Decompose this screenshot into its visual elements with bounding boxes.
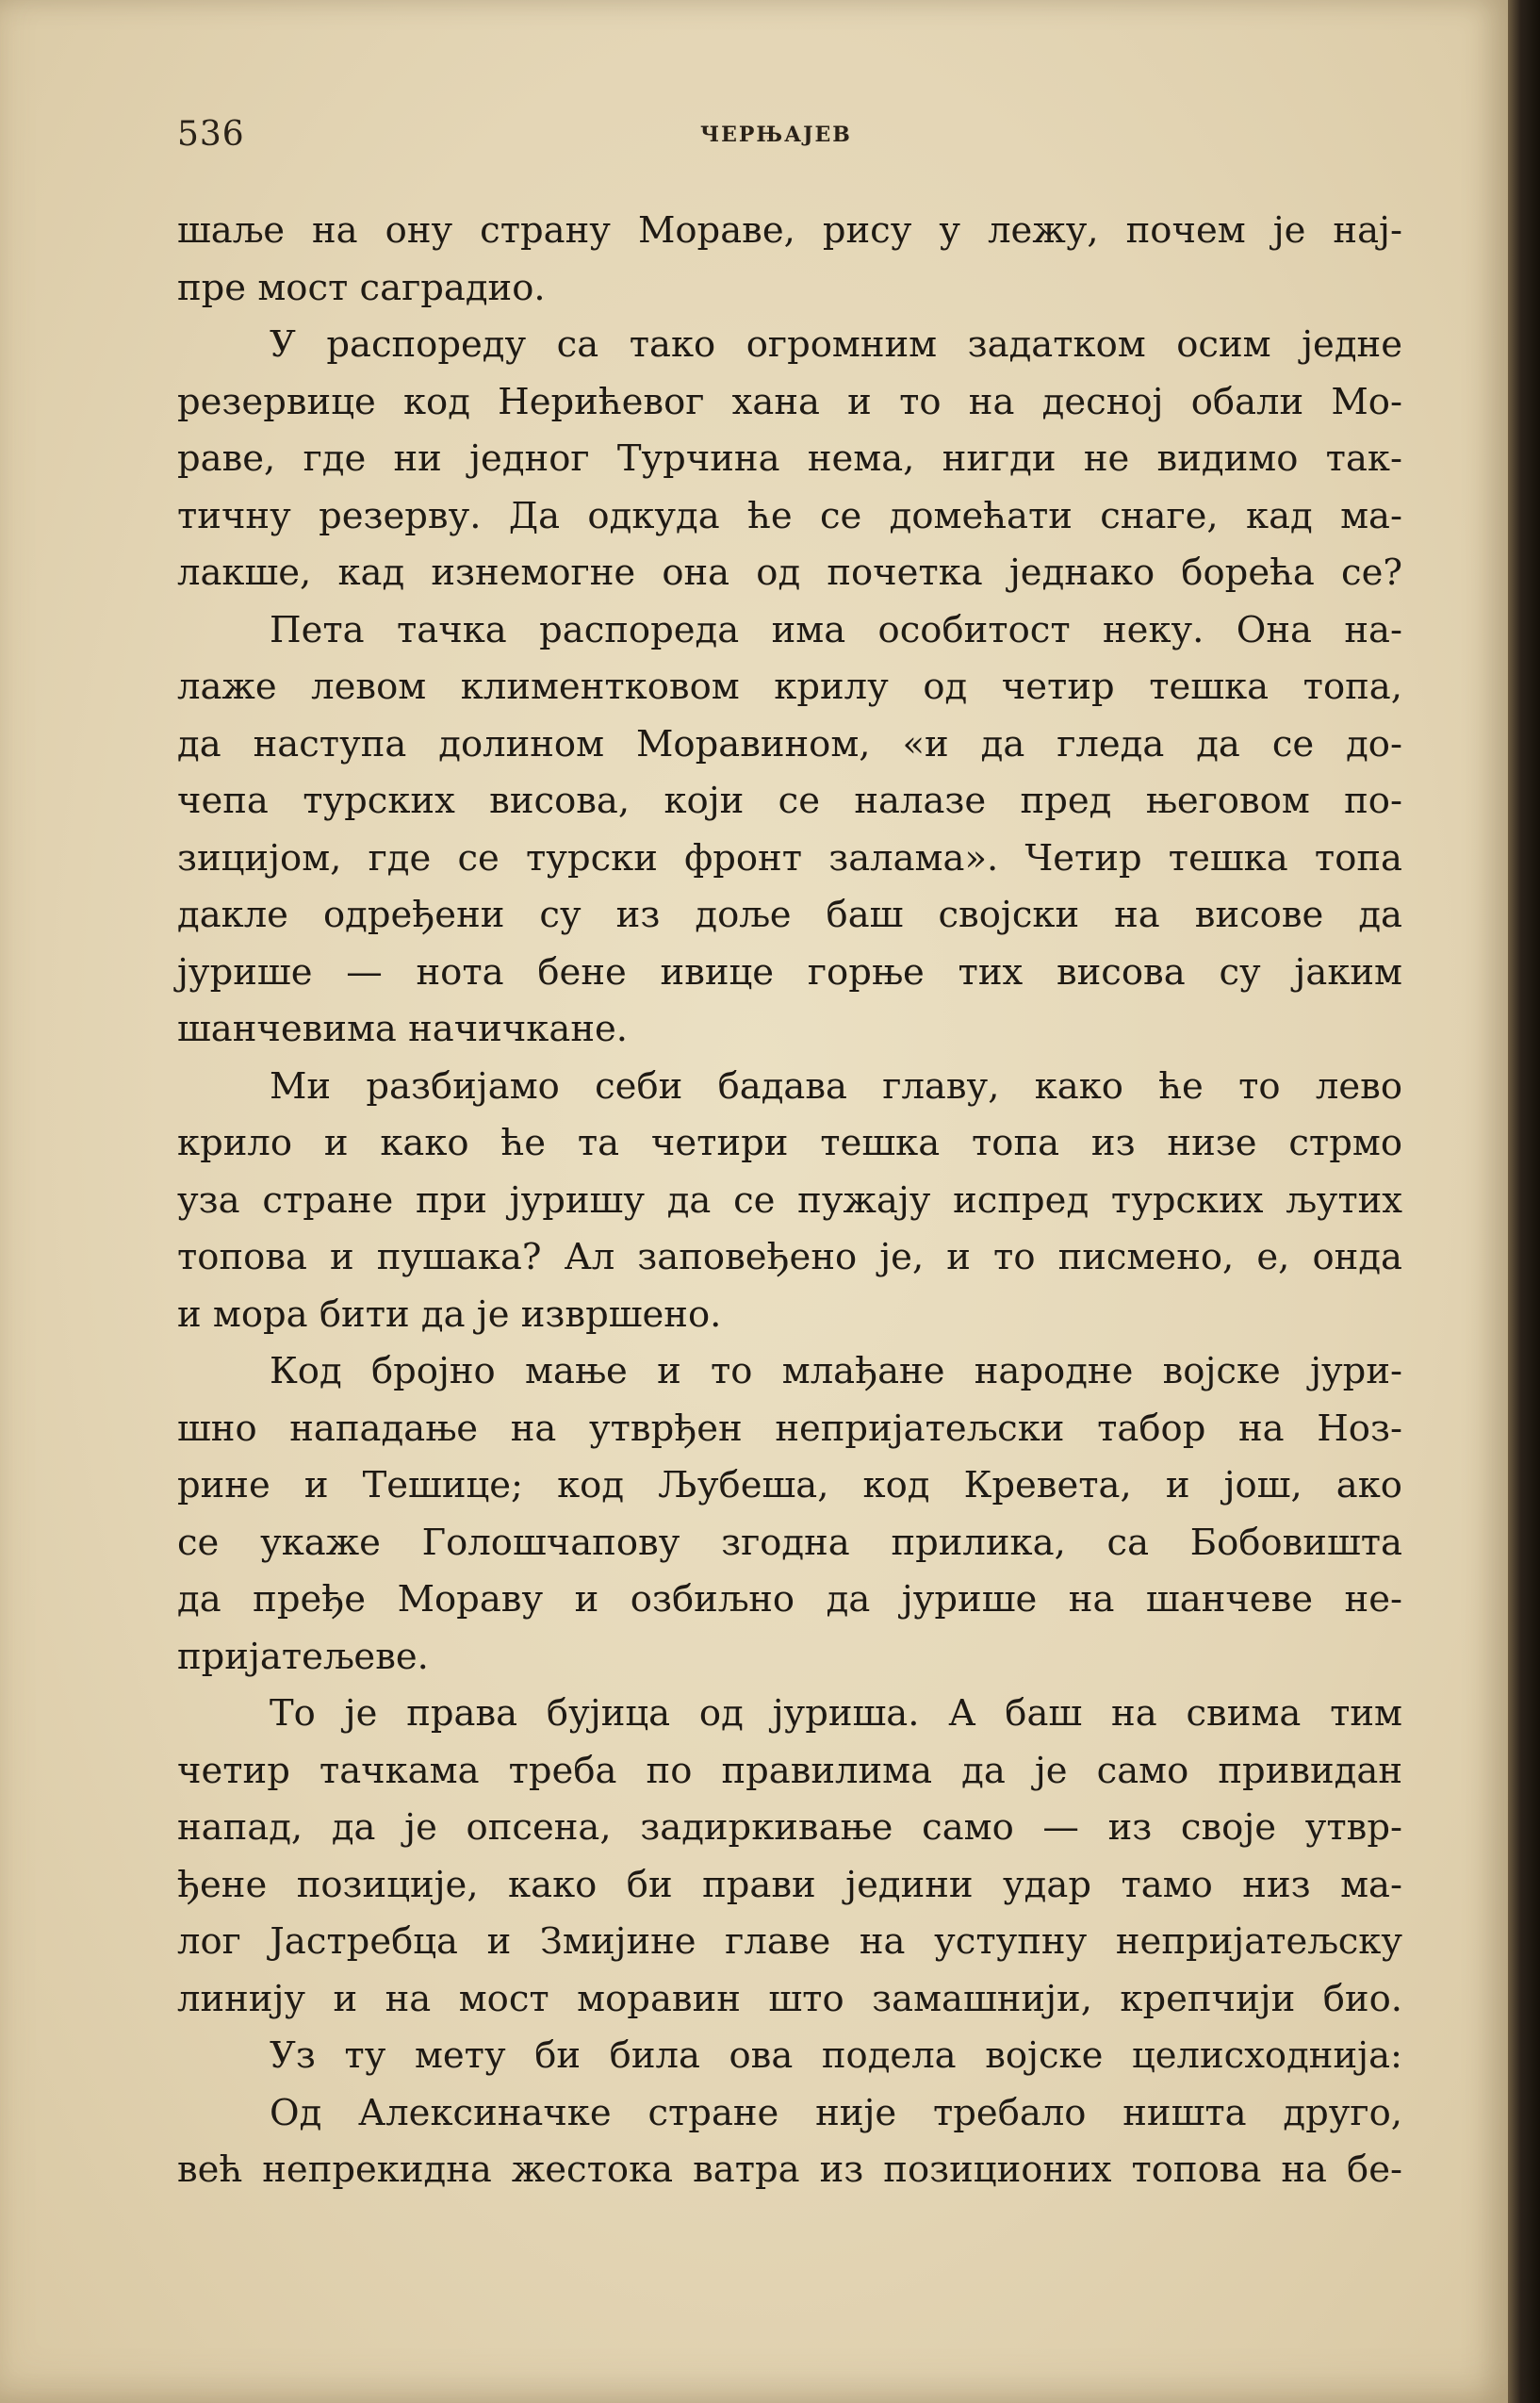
text-line: пре мост саградио. [177,266,546,309]
text-line: да пређе Мораву и озбиљно да јурише на шанчеве не- [177,1578,1402,1621]
text-line: раве, где ни једног Турчина нема, нигди не видимо так- [177,437,1402,480]
text-line: Код бројно мање и то млађане народне војске јури- [270,1350,1402,1392]
text-line: и мора бити да је извршено. [177,1292,722,1336]
text-line: шаље на ону страну Мораве, рису у лежу, почем је нај- [177,209,1402,252]
text-line: дакле одређени су из доље баш својски на висове да [177,894,1402,936]
text-line: резервице код Нерићевог хана и то на десној обали Мо- [177,380,1402,423]
text-line: лог Јастребца и Змијине главе на уступну непријатељску [177,1920,1402,1963]
text-line: тичну резерву. Да одкуда ће се домећати снаге, кад ма- [177,494,1402,537]
text-line: У распореду са тако огромним задатком осим једне [270,323,1402,366]
text-line: да наступа долином Моравином, «и да гледа да се до- [177,722,1402,765]
text-line: линију и на мост моравин што замашнији, крепчији био. [177,1977,1402,2020]
text-line: лакше, кад изнемогне она од почетка једнако борећа се? [177,551,1402,594]
text-line: шно нападање на утврђен непријатељски табор на Ноз- [177,1407,1402,1450]
page-edge [1508,0,1540,2403]
body-text [177,203,1402,2199]
text-line: Ми разбијамо себи бадава главу, како ће то лево [270,1064,1402,1108]
text-line: пријатељеве. [177,1635,429,1678]
text-line: Од Алексиначке стране није требало ништа друго, [270,2091,1402,2134]
text-line: Уз ту мету би била ова подела војске целисходнија: [270,2034,1402,2077]
text-line: зицијом, где се турски фронт залама». Четир тешка топа [177,836,1402,880]
text-line: се укаже Голошчапову згодна прилика, са Бобовишта [177,1521,1402,1564]
text-line: крило и како ће та четири тешка топа из низе стрмо [177,1122,1402,1164]
text-line: То је права бујица од јуриша. А баш на свима тим [270,1692,1402,1735]
text-line: четир тачкама треба по правилима да је само привидан [177,1749,1402,1792]
text-line: већ непрекидна жестока ватра из позиционих топова на бе- [177,2148,1402,2191]
text-line: лаже левом климентковом крилу од четир тешка топа, [177,666,1402,708]
text-line: Пета тачка распореда има особитост неку. Она на- [270,608,1402,651]
text-line: шанчевима начичкане. [177,1008,628,1050]
page-header [177,115,1402,162]
text-line: јурише — нота бене ивице горње тих висова су јаким [177,950,1402,994]
text-line: уза стране при јуришу да се пужају испред турских љутих [177,1178,1402,1222]
text-line: рине и Тешице; код Љубеша, код Кревета, и још, ако [177,1464,1402,1506]
text-line: чепа турских висова, који се налазе пред његовом по- [177,780,1402,822]
text-line: топова и пушака? Ал заповеђено је, и то писмено, е, онда [177,1236,1402,1278]
text-line: ђене позиције, како би прави једини удар тамо низ ма- [177,1863,1402,1906]
page-number: 536 [177,115,245,154]
running-head: ЧЕРЊАЈЕВ [700,123,852,147]
text-line: напад, да је опсена, задиркивање само — из своје утвр- [177,1806,1402,1849]
